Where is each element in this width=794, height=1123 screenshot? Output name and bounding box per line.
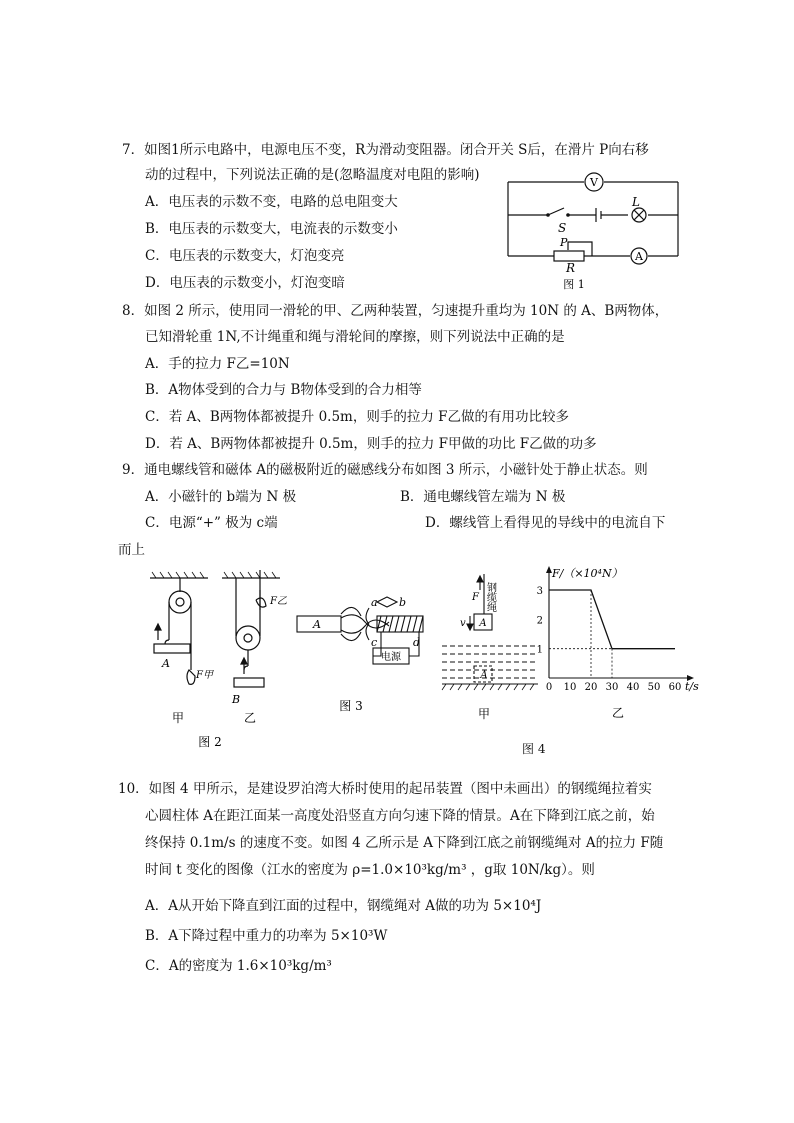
- switch-label: S: [558, 221, 567, 235]
- y-axis-label: F/（×10⁴N）: [552, 567, 623, 580]
- needle-b-label: b: [399, 596, 407, 609]
- x-tick-label: 50: [647, 682, 661, 693]
- object-a-label: A: [162, 657, 170, 670]
- figure-4-jia: 甲: [477, 707, 491, 720]
- x-tick-label: 60: [668, 682, 682, 693]
- figure-3-caption: 图 3: [339, 699, 363, 713]
- q8-option-b: B．A物体受到的合力与 B物体受到的合力相等: [145, 382, 422, 398]
- q10-stem-line2: 心圆柱体 A在距江面某一高度处沿竖直方向匀速下降的情景。A在下降到江底之前，始: [145, 808, 655, 824]
- q7-option-a: A．电压表的示数不变，电路的总电阻变大: [145, 194, 398, 210]
- power-source-label: 电源: [381, 652, 401, 663]
- q8-option-c: C．若 A、B两物体都被提升 0.5m，则手的拉力 F乙做的有用功比较多: [145, 409, 570, 425]
- figure-4-caption: 图 4: [522, 742, 546, 756]
- ammeter-label: A: [635, 250, 643, 263]
- q8-stem-line1: 8．如图 2 所示，使用同一滑轮的甲、乙两种装置，匀速提升重均为 10N 的 A、B两物体，: [122, 303, 669, 319]
- q9-option-d: D．螺线管上看得见的导线中的电流自下: [425, 515, 666, 531]
- lamp-label: L: [632, 195, 640, 209]
- figure-4-jia-scene: [440, 570, 540, 720]
- figure-4-yi-chart: [530, 562, 710, 722]
- figure-2-pulleys: [140, 570, 290, 755]
- q9-option-d-cont: 而上: [118, 542, 145, 558]
- q7-option-b: B．电压表的示数变大，电流表的示数变小: [145, 221, 398, 237]
- figure-1-circuit: [500, 168, 690, 293]
- figure-2-yi: 乙: [243, 711, 257, 725]
- cylinder-a-label: A: [479, 618, 487, 629]
- x-tick-label: 10: [563, 682, 577, 693]
- q9-option-c: C．电源“+” 极为 c端: [145, 515, 278, 531]
- force-yi-label: F乙: [270, 596, 287, 607]
- y-tick-label: 1: [536, 644, 543, 656]
- q7-option-c: C．电压表的示数变大，灯泡变亮: [145, 248, 345, 264]
- q8-option-d: D．若 A、B两物体都被提升 0.5m，则手的拉力 F甲做的功比 F乙做的功多: [145, 436, 597, 452]
- velocity-v-label: v: [460, 618, 466, 629]
- slider-label: P: [560, 236, 568, 249]
- figure-4-yi: 乙: [611, 706, 625, 720]
- y-tick-label: 3: [536, 586, 543, 597]
- x-tick-label: 0: [545, 682, 553, 693]
- voltmeter-label: V: [590, 176, 598, 189]
- x-tick-label: 30: [605, 682, 619, 693]
- figure-3-solenoid: [293, 588, 433, 713]
- terminal-d-label: d: [413, 636, 421, 649]
- y-tick-label: 2: [536, 615, 543, 627]
- q10-stem-line1: 10．如图 4 甲所示，是建设罗泊湾大桥时使用的起吊装置（图中未画出）的钢缆绳拉着实: [118, 781, 652, 797]
- q7-stem-line1: 7．如图1所示电路中，电源电压不变，R为滑动变阻器。闭合开关 S后，在滑片 P向右移: [122, 142, 649, 158]
- cable-label: 钢缆绳: [484, 582, 496, 612]
- q9-stem-line1: 9．通电螺线管和磁体 A的磁极附近的磁感线分布如图 3 所示，小磁针处于静止状态。则: [122, 462, 648, 478]
- magnet-a-label: A: [313, 618, 321, 631]
- q7-stem-line2: 动的过程中，下列说法正确的是(忽略温度对电阻的影响): [145, 167, 480, 183]
- x-tick-label: 40: [626, 682, 640, 693]
- q8-stem-line2: 已知滑轮重 1N,不计绳重和绳与滑轮间的摩擦，则下列说法中正确的是: [145, 329, 565, 345]
- q9-option-a: A．小磁针的 b端为 N 极: [145, 489, 297, 505]
- force-time-line: [549, 590, 675, 649]
- cylinder-a-underwater-label: A: [480, 670, 488, 681]
- rheostat-label: R: [566, 261, 576, 275]
- q10-option-b: B．A下降过程中重力的功率为 5×10³W: [145, 928, 388, 944]
- x-tick-label: 20: [584, 682, 598, 693]
- q10-option-a: A．A从开始下降直到江面的过程中，钢缆绳对 A做的功为 5×10⁴J: [145, 898, 542, 914]
- force-jia-label: F甲: [196, 670, 213, 681]
- q8-option-a: A．手的拉力 F乙=10N: [145, 356, 290, 372]
- figure-1-caption: 图 1: [563, 278, 585, 291]
- tension-f-label: F: [472, 592, 479, 603]
- terminal-c-label: c: [371, 636, 378, 649]
- q10-stem-line3: 终保持 0.1m/s 的速度不变。如图 4 乙所示是 A下降到江底之前钢缆绳对 A的拉力 F随: [145, 835, 664, 851]
- figure-2-caption: 图 2: [198, 735, 222, 749]
- q9-option-b: B．通电螺线管左端为 N 极: [400, 489, 566, 505]
- x-axis-label: t/s: [685, 680, 699, 693]
- q10-stem-line4: 时间 t 变化的图像（江水的密度为 ρ=1.0×10³kg/m³ ，g取 10N/kg）。则: [145, 862, 595, 878]
- needle-a-label: a: [371, 596, 378, 609]
- q7-option-d: D．电压表的示数变小，灯泡变暗: [145, 275, 345, 291]
- q10-option-c: C．A的密度为 1.6×10³kg/m³: [145, 958, 332, 974]
- object-b-label: B: [232, 693, 241, 706]
- figure-2-jia: 甲: [171, 711, 185, 725]
